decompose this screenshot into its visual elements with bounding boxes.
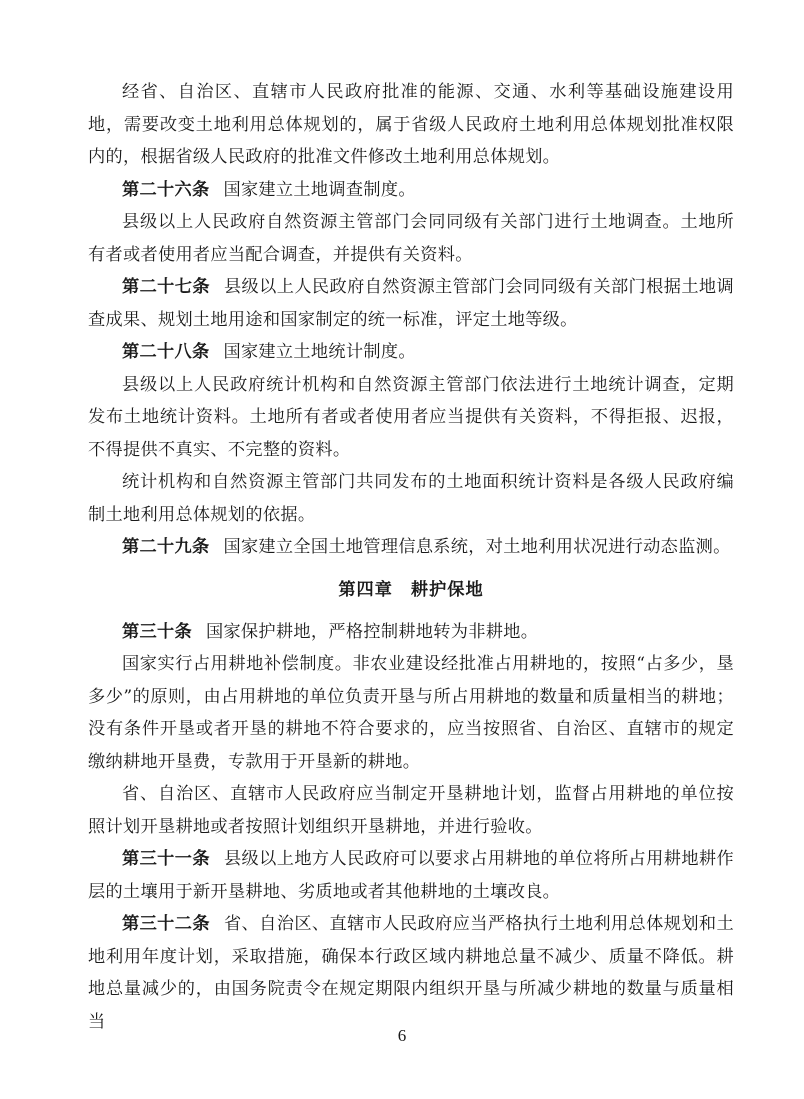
article-text: 县级以上人民政府自然资源主管部门会同同级有关部门根据土地调查成果、规划土地用途和国家制定的统一标准，评定土地等级。 xyxy=(88,277,734,330)
article-paragraph xyxy=(88,174,734,207)
text-paragraph: 经省、自治区、直辖市人民政府批准的能源、交通、水利等基础设施建设用地，需要改变土地利用总体规划的，属于省级人民政府土地利用总体规划批准权限内的，根据省级人民政府的批准文件修改土地利用总体规划。 xyxy=(88,82,734,167)
article-number: 第二十九条 xyxy=(122,537,210,557)
article-text: 县级以上地方人民政府可以要求占用耕地的单位将所占用耕地耕作层的土壤用于新开垦耕地、劣质地或者其他耕地的土壤改良。 xyxy=(88,849,734,902)
page-number: 6 xyxy=(397,1026,407,1045)
article-paragraph xyxy=(88,908,734,1038)
text-paragraph: 统计机构和自然资源主管部门共同发布的土地面积统计资料是各级人民政府编制土地利用总体规划的依据。 xyxy=(88,472,734,525)
text-paragraph: 国家实行占用耕地补偿制度。非农业建设经批准占用耕地的，按照“占多少，垦多少”的原则，由占用耕地的单位负责开垦与所占用耕地的数量和质量相当的耕地；没有条件开垦或者开垦的耕地不符合要求的，应当按照省、自治区、直辖市的规定缴纳耕地开垦费，专款用于开垦新的耕地。 xyxy=(88,654,734,772)
article-number: 第三十条 xyxy=(122,621,192,642)
article-text: 国家建立全国土地管理信息系统，对土地利用状况进行动态监测。 xyxy=(223,537,731,557)
article-number: 第二十八条 xyxy=(122,342,210,362)
article-number: 第三十一条 xyxy=(122,849,210,869)
text-paragraph: 省、自治区、直辖市人民政府应当制定开垦耕地计划，监督占用耕地的单位按照计划开垦耕地或者按照计划组织开垦耕地，并进行验收。 xyxy=(88,784,734,837)
text-paragraph: 县级以上人民政府统计机构和自然资源主管部门依法进行土地统计调查，定期发布土地统计资料。土地所有者或者使用者应当提供有关资料，不得拒报、迟报，不得提供不真实、不完整的资料。 xyxy=(88,374,734,460)
article-paragraph xyxy=(88,616,734,649)
chapter-title: 耕护保地 xyxy=(410,579,484,600)
article-paragraph xyxy=(88,336,734,369)
article-text: 国家建立土地调查制度。 xyxy=(223,179,416,200)
article-paragraph xyxy=(88,843,734,908)
article-text: 省、自治区、直辖市人民政府应当严格执行土地利用总体规划和土地利用年度计划，采取措施，确保本行政区域内耕地总量不减少、质量不降低。耕地总量减少的，由国务院责令在规定期限内组织开垦与所减少耕地的数量与质量相当 xyxy=(88,914,734,1032)
article-number: 第二十六条 xyxy=(122,179,210,200)
text-paragraph: 县级以上人民政府自然资源主管部门会同同级有关部门进行土地调查。土地所有者或者使用者应当配合调查，并提供有关资料。 xyxy=(88,212,734,265)
article-text: 国家保护耕地，严格控制耕地转为非耕地。 xyxy=(205,621,539,642)
article-text: 国家建立土地统计制度。 xyxy=(223,342,416,362)
article-paragraph xyxy=(88,271,734,336)
article-number: 第三十二条 xyxy=(122,914,210,934)
article-paragraph xyxy=(88,531,734,564)
chapter-heading xyxy=(88,574,734,606)
chapter-number: 第四章 xyxy=(338,579,393,600)
document-page xyxy=(88,76,734,1038)
article-number: 第二十七条 xyxy=(122,277,210,297)
body-text-top xyxy=(88,76,734,564)
body-text-bottom xyxy=(88,616,734,1039)
